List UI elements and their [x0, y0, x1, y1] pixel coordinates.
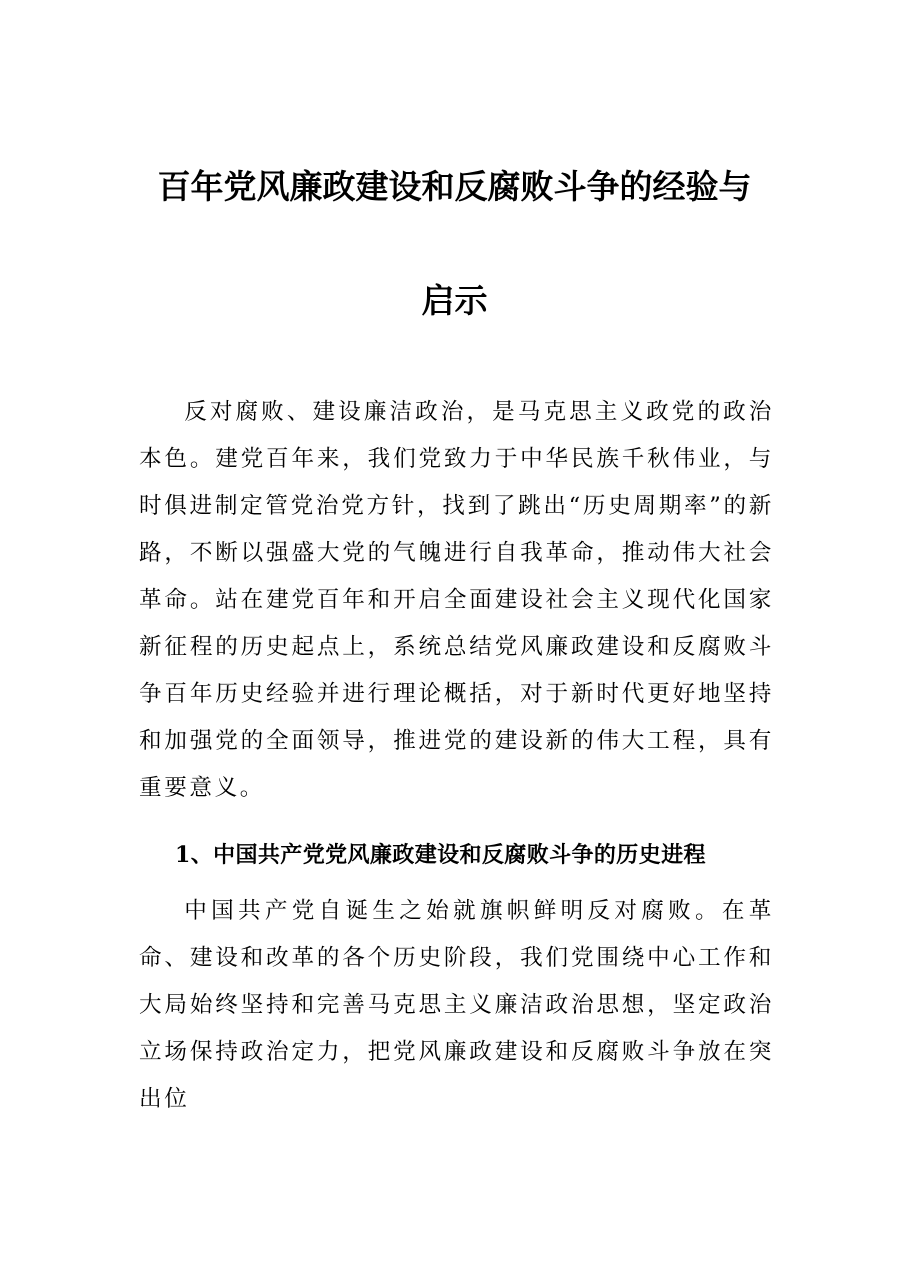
document-title-line-1: 百年党风廉政建设和反腐败斗争的经验与: [157, 167, 752, 207]
intro-paragraph: 反对腐败、建设廉洁政治，是马克思主义政党的政治本色。建党百年来，我们党致力于中华民族千秋伟业，与时俱进制定管党治党方针，找到了跳出“历史周期率”的新路，不断以强盛大党的气魄进行自我革命，推动伟大社会革命。站在建党百年和开启全面建设社会主义现代化国家新征程的历史起点上，系统总结党风廉政建设和反腐败斗争百年历史经验并进行理论概括，对于新时代更好地坚持和加强党的全面领导，推进党的建设新的伟大工程，具有重要意义。: [139, 399, 774, 801]
section-heading: 1、中国共产党党风廉政建设和反腐败斗争的历史进程: [175, 842, 706, 868]
section-paragraph: 中国共产党自诞生之始就旗帜鲜明反对腐败。在革命、建设和改革的各个历史阶段，我们党围绕中心工作和大局始终坚持和完善马克思主义廉洁政治思想，坚定政治立场保持政治定力，把党风廉政建设和反腐败斗争放在突出位: [139, 898, 774, 1112]
document-title-line-2: 启示: [421, 281, 488, 321]
